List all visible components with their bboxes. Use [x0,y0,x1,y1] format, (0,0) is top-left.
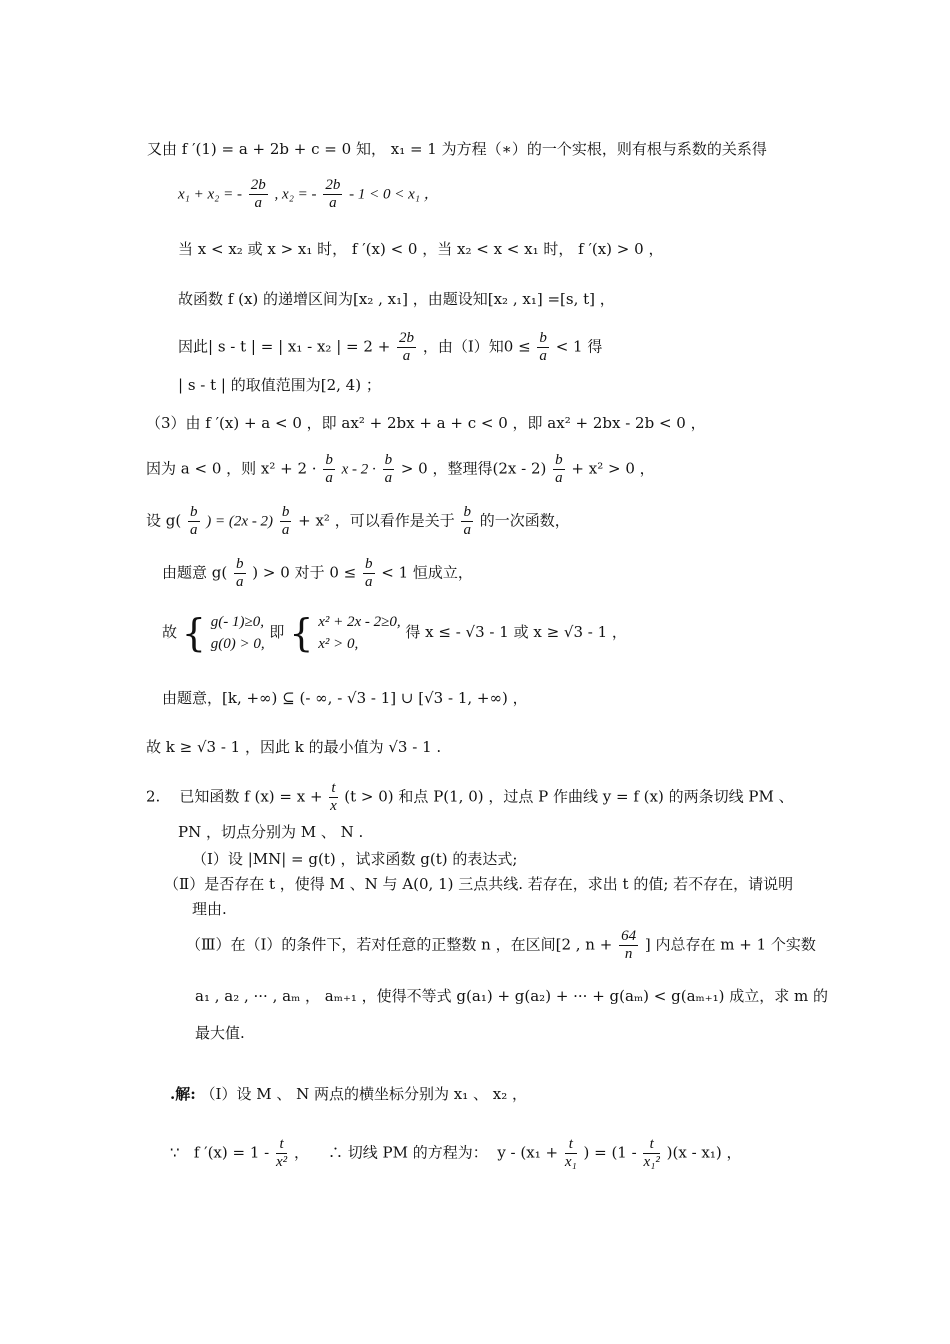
line-11 [162,611,627,655]
line-8 [146,452,655,487]
fraction [329,780,337,815]
line-15 [178,822,363,842]
denominator: a [365,574,373,590]
line-text: （Ⅰ）设 |MN| = g(t) ，试求函数 g(t) 的表达式; [192,850,518,868]
fraction [363,556,375,591]
denominator: a [539,348,547,364]
fraction [565,1136,577,1171]
expr: , x₂ = - [274,186,317,203]
numerator: 2b [399,330,415,346]
expr: 因为 a < 0 ，则 x² + 2 · [146,459,317,478]
denominator: n [624,946,633,962]
numerator: 2b [250,177,266,193]
expr: (t > 0) 和点 P(1, 0) ，过点 P 作曲线 y = f (x) 的两条切线 PM 、 [344,787,794,806]
expr: 故 [162,623,178,641]
expr: ， ∴ 切线 PM 的方程为： y - (x₁ + [293,1143,559,1162]
numerator: b [555,452,563,468]
line-3 [178,239,663,259]
expr: 由题意 g( [162,563,228,582]
fraction [537,330,549,365]
numerator: b [281,504,290,520]
expr: < 1 得 [555,337,603,356]
numerator: 64 [621,928,637,944]
line-22 [170,1084,527,1104]
denominator: x₁ [564,1154,577,1170]
numerator: b [539,330,547,346]
denominator: a [463,522,471,538]
line-1 [147,139,767,159]
line-text: 最大值. [195,1024,245,1042]
line-17 [164,874,793,894]
fraction [249,177,268,212]
numerator: b [384,452,393,468]
numerator: t [276,1136,287,1154]
line-20 [195,986,828,1006]
fraction [397,330,416,365]
denominator: a [402,348,411,364]
denominator: x₁² [643,1154,660,1170]
expr: > 0 ，整理得(2x - 2) [400,459,547,478]
system [318,611,400,655]
denominator: x² [276,1154,288,1170]
line-text: PN ，切点分别为 M 、 N . [178,823,364,841]
expr: < 1 恒成立， [381,563,473,582]
fraction [280,504,292,539]
line-5 [178,330,602,365]
line-text: | s - t | 的取值范围为[2, 4) ； [178,376,381,394]
fraction [553,452,565,487]
line-21 [195,1023,245,1043]
line-14 [146,780,794,815]
line-7 [146,413,706,433]
denominator: a [384,470,393,486]
system [211,611,265,655]
fraction [461,504,473,539]
numerator: 2b [325,177,341,193]
expr: ∵ f ′(x) = 1 - [170,1143,270,1162]
numerator: b [190,504,198,520]
fraction [323,177,342,212]
numerator: b [236,556,244,572]
line-4 [178,289,615,309]
expr: （Ⅲ）在（Ⅰ）的条件下，若对任意的正整数 n ，在区间[2 , n + [186,935,613,954]
expr: x₁ + x₂ = - [178,186,242,203]
denominator: a [190,522,198,538]
expr: ) = (2x - 2) [206,513,274,530]
line-text: 理由. [192,900,227,918]
denominator: a [236,574,244,590]
fraction [234,556,246,591]
line-text: （Ⅱ）是否存在 t ，使得 M 、N 与 A(0, 1) 三点共线. 若存在，求出 t 的值; 若不存在，请说明 [164,875,794,893]
fraction [323,452,335,487]
system-row: x² > 0, [318,636,359,652]
expr: ) > 0 对于 0 ≤ [252,563,357,582]
line-13 [146,737,441,757]
line-10 [162,556,473,591]
expr: 的一次函数， [479,511,570,530]
numerator: t [643,1136,659,1154]
denominator: a [555,470,563,486]
brace: { [289,611,314,655]
numerator: b [325,452,333,468]
line-text: 又由 f ′(1) = a + 2b + c = 0 知， x₁ = 1 为方程（∗）的一个实根，则有根与系数的关系得 [147,140,767,158]
fraction [619,928,638,963]
system-row: x² + 2x - 2≥0, [318,614,401,630]
expr: ] 内总存在 m + 1 个实数 [644,935,816,954]
line-2 [178,177,439,212]
numerator: t [331,780,336,796]
expr: + x² > 0 ， [571,459,655,478]
line-19 [186,928,816,963]
fraction [643,1136,659,1171]
expr: + x² ，可以看作是关于 [298,511,455,530]
expr: （Ⅰ）设 M 、 N 两点的横坐标分别为 x₁ 、 x₂ ， [200,1085,528,1103]
line-text: 故 k ≥ √3 - 1 ，因此 k 的最小值为 √3 - 1 . [146,738,442,756]
expr: 得 x ≤ - √3 - 1 或 x ≥ √3 - 1 ， [405,623,627,641]
numerator: b [365,556,373,572]
denominator: a [254,195,263,211]
expr: 设 g( [146,511,182,530]
line-16 [192,849,517,869]
denominator: x [330,798,337,814]
line-23 [170,1136,742,1171]
line-12 [162,688,528,708]
denominator: a [329,195,337,211]
expr: - 1 < 0 < x₁ ， [349,186,439,203]
fraction [276,1136,287,1171]
line-6 [178,375,381,395]
expr: 因此| s - t | = | x₁ - x₂ | = 2 + [178,337,391,356]
brace: { [181,611,206,655]
fraction [188,504,200,539]
denominator: a [281,522,290,538]
numerator: b [463,504,471,520]
expr: ) = (1 - [583,1143,637,1162]
numerator: t [565,1136,577,1154]
system-row: g(0) > 0, [210,636,265,652]
system-row: g(- 1)≥0, [210,614,264,630]
line-text: 当 x < x₂ 或 x > x₁ 时， f ′(x) < 0 ，当 x₂ < x < x₁ 时， f ′(x) > 0 ， [178,240,664,258]
expr: 2. 已知函数 f (x) = x + [146,787,323,806]
solution-label: .解: [170,1085,196,1103]
line-text: a₁ , a₂ , ··· , aₘ ， aₘ₊₁ ，使得不等式 g(a₁) + g(a₂) + ··· + g(aₘ) < g(aₘ₊₁) 成立，求 m 的 [195,987,829,1005]
line-text: 由题意，[k, +∞) ⊆ (- ∞, - √3 - 1] ∪ [√3 - 1, +∞) ， [162,689,528,707]
expr: 即 [269,623,285,641]
expr: )(x - x₁) ， [666,1143,742,1162]
line-text: （3）由 f ′(x) + a < 0 ，即 ax² + 2bx + a + c < 0 ，即 ax² + 2bx - 2b < 0 ， [146,414,706,432]
fraction [383,452,395,487]
expr: x - 2 · [341,461,376,478]
line-text: 故函数 f (x) 的递增区间为[x₂ , x₁] ，由题设知[x₂ , x₁] =[s, t] ， [178,290,615,308]
expr: ，由（Ⅰ）知0 ≤ [422,337,531,356]
line-18 [192,899,227,919]
line-9 [146,504,570,539]
denominator: a [325,470,333,486]
